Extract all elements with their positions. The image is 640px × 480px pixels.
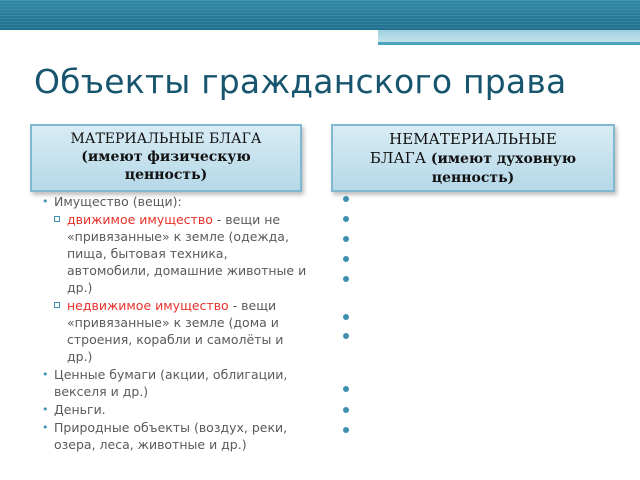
header-accent-line [378, 42, 640, 45]
list-item [42, 193, 312, 210]
nonmaterial-goods-line2 [333, 149, 613, 169]
bullet-dot-icon [343, 256, 349, 262]
movable-property-description: - вещи не «привязанные» к земле (одежда, пища, бытовая техника, автомобили, домашние животные и др.) [67, 212, 307, 295]
sub-list-item [42, 297, 312, 365]
bullet-dot-icon: • [42, 368, 49, 381]
bullet-dot-icon [343, 276, 349, 282]
header-band-stripes [0, 0, 640, 30]
material-goods-heading: МАТЕРИАЛЬНЫЕ БЛАГА [70, 131, 262, 147]
immovable-property-description: - вещи «привязанные» к земле (дома и строения, корабли и самолёты и др.) [67, 298, 284, 364]
material-goods-subheading-2: ценность) [124, 167, 208, 183]
material-goods-card [30, 124, 302, 192]
material-goods-list [42, 193, 312, 454]
list-item-text: Имущество (вещи): [54, 194, 182, 209]
list-item-text: Природные объекты (воздух, реки, озера, леса, животные и др.) [54, 420, 288, 452]
bullet-dot-icon [343, 314, 349, 320]
sub-list-item [42, 211, 312, 296]
bullet-dot-icon [343, 333, 349, 339]
bullet-dot-icon: • [42, 195, 49, 208]
immovable-property-term: недвижимое имущество [67, 298, 229, 313]
bullet-dot-icon [343, 236, 349, 242]
material-goods-subheading-1: (имеют физическую [81, 149, 251, 165]
nonmaterial-goods-card [331, 124, 615, 192]
list-item-text: Деньги. [54, 402, 106, 417]
bullet-dot-icon: • [42, 403, 49, 416]
nonmaterial-goods-heading-2: БЛАГА [369, 149, 431, 167]
bullet-dot-icon [343, 196, 349, 202]
bullet-dot-icon: • [42, 421, 49, 434]
nonmaterial-goods-subheading-2: ценность) [431, 170, 515, 186]
list-item [42, 401, 312, 418]
nonmaterial-goods-subheading-1: (имеют духовную [430, 151, 577, 167]
bullet-dot-icon [343, 386, 349, 392]
list-item [42, 419, 312, 453]
movable-property-term: движимое имущество [67, 212, 213, 227]
square-bullet-icon [54, 216, 60, 222]
nonmaterial-goods-empty-list [343, 193, 363, 443]
list-item [42, 366, 312, 400]
bullet-dot-icon [343, 407, 349, 413]
list-item-text: Ценные бумаги (акции, облигации, векселя и др.) [54, 367, 288, 399]
bullet-dot-icon [343, 427, 349, 433]
slide-title: Объекты гражданского права [34, 62, 567, 101]
square-bullet-icon [54, 302, 60, 308]
nonmaterial-goods-heading: НЕМАТЕРИАЛЬНЫЕ [389, 130, 557, 148]
bullet-dot-icon [343, 216, 349, 222]
header-band [0, 0, 640, 30]
